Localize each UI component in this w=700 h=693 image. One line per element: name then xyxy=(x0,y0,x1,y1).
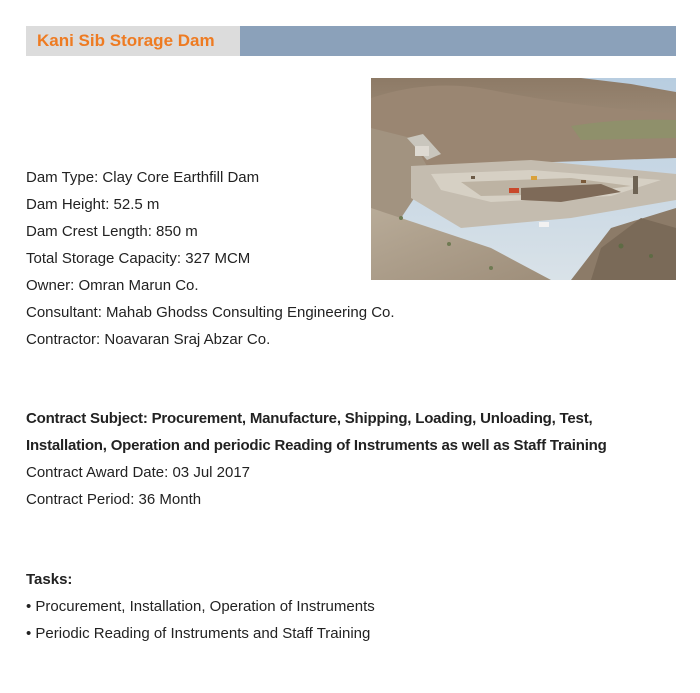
tasks-heading: Tasks: xyxy=(26,571,73,588)
contract-award-date: Contract Award Date: 03 Jul 2017 xyxy=(26,464,251,481)
dam-specifications xyxy=(26,164,395,353)
contract-details xyxy=(26,405,607,513)
spec-owner: Owner: Omran Marun Co. xyxy=(26,277,199,294)
spec-storage-capacity: Total Storage Capacity: 327 MCM xyxy=(26,250,251,267)
task-item: • Procurement, Installation, Operation of Instruments xyxy=(26,598,375,615)
spec-dam-height: Dam Height: 52.5 m xyxy=(26,196,160,213)
section-header xyxy=(26,26,676,56)
spec-consultant: Consultant: Mahab Ghodss Consulting Engineering Co. xyxy=(26,304,395,321)
spec-contractor: Contractor: Noavaran Sraj Abzar Co. xyxy=(26,331,271,348)
contract-period: Contract Period: 36 Month xyxy=(26,491,202,508)
contract-subject-line-2: Installation, Operation and periodic Reading of Instruments as well as Staff Training xyxy=(26,437,607,454)
header-bar-fill xyxy=(240,26,676,56)
task-item: • Periodic Reading of Instruments and Staff Training xyxy=(26,625,371,642)
dam-construction-photo xyxy=(371,78,676,280)
tasks-section xyxy=(26,566,375,647)
page-title: Kani Sib Storage Dam xyxy=(26,26,240,56)
contract-subject-line-1: Contract Subject: Procurement, Manufacture, Shipping, Loading, Unloading, Test, xyxy=(26,410,593,427)
spec-dam-type: Dam Type: Clay Core Earthfill Dam xyxy=(26,169,260,186)
spec-crest-length: Dam Crest Length: 850 m xyxy=(26,223,198,240)
